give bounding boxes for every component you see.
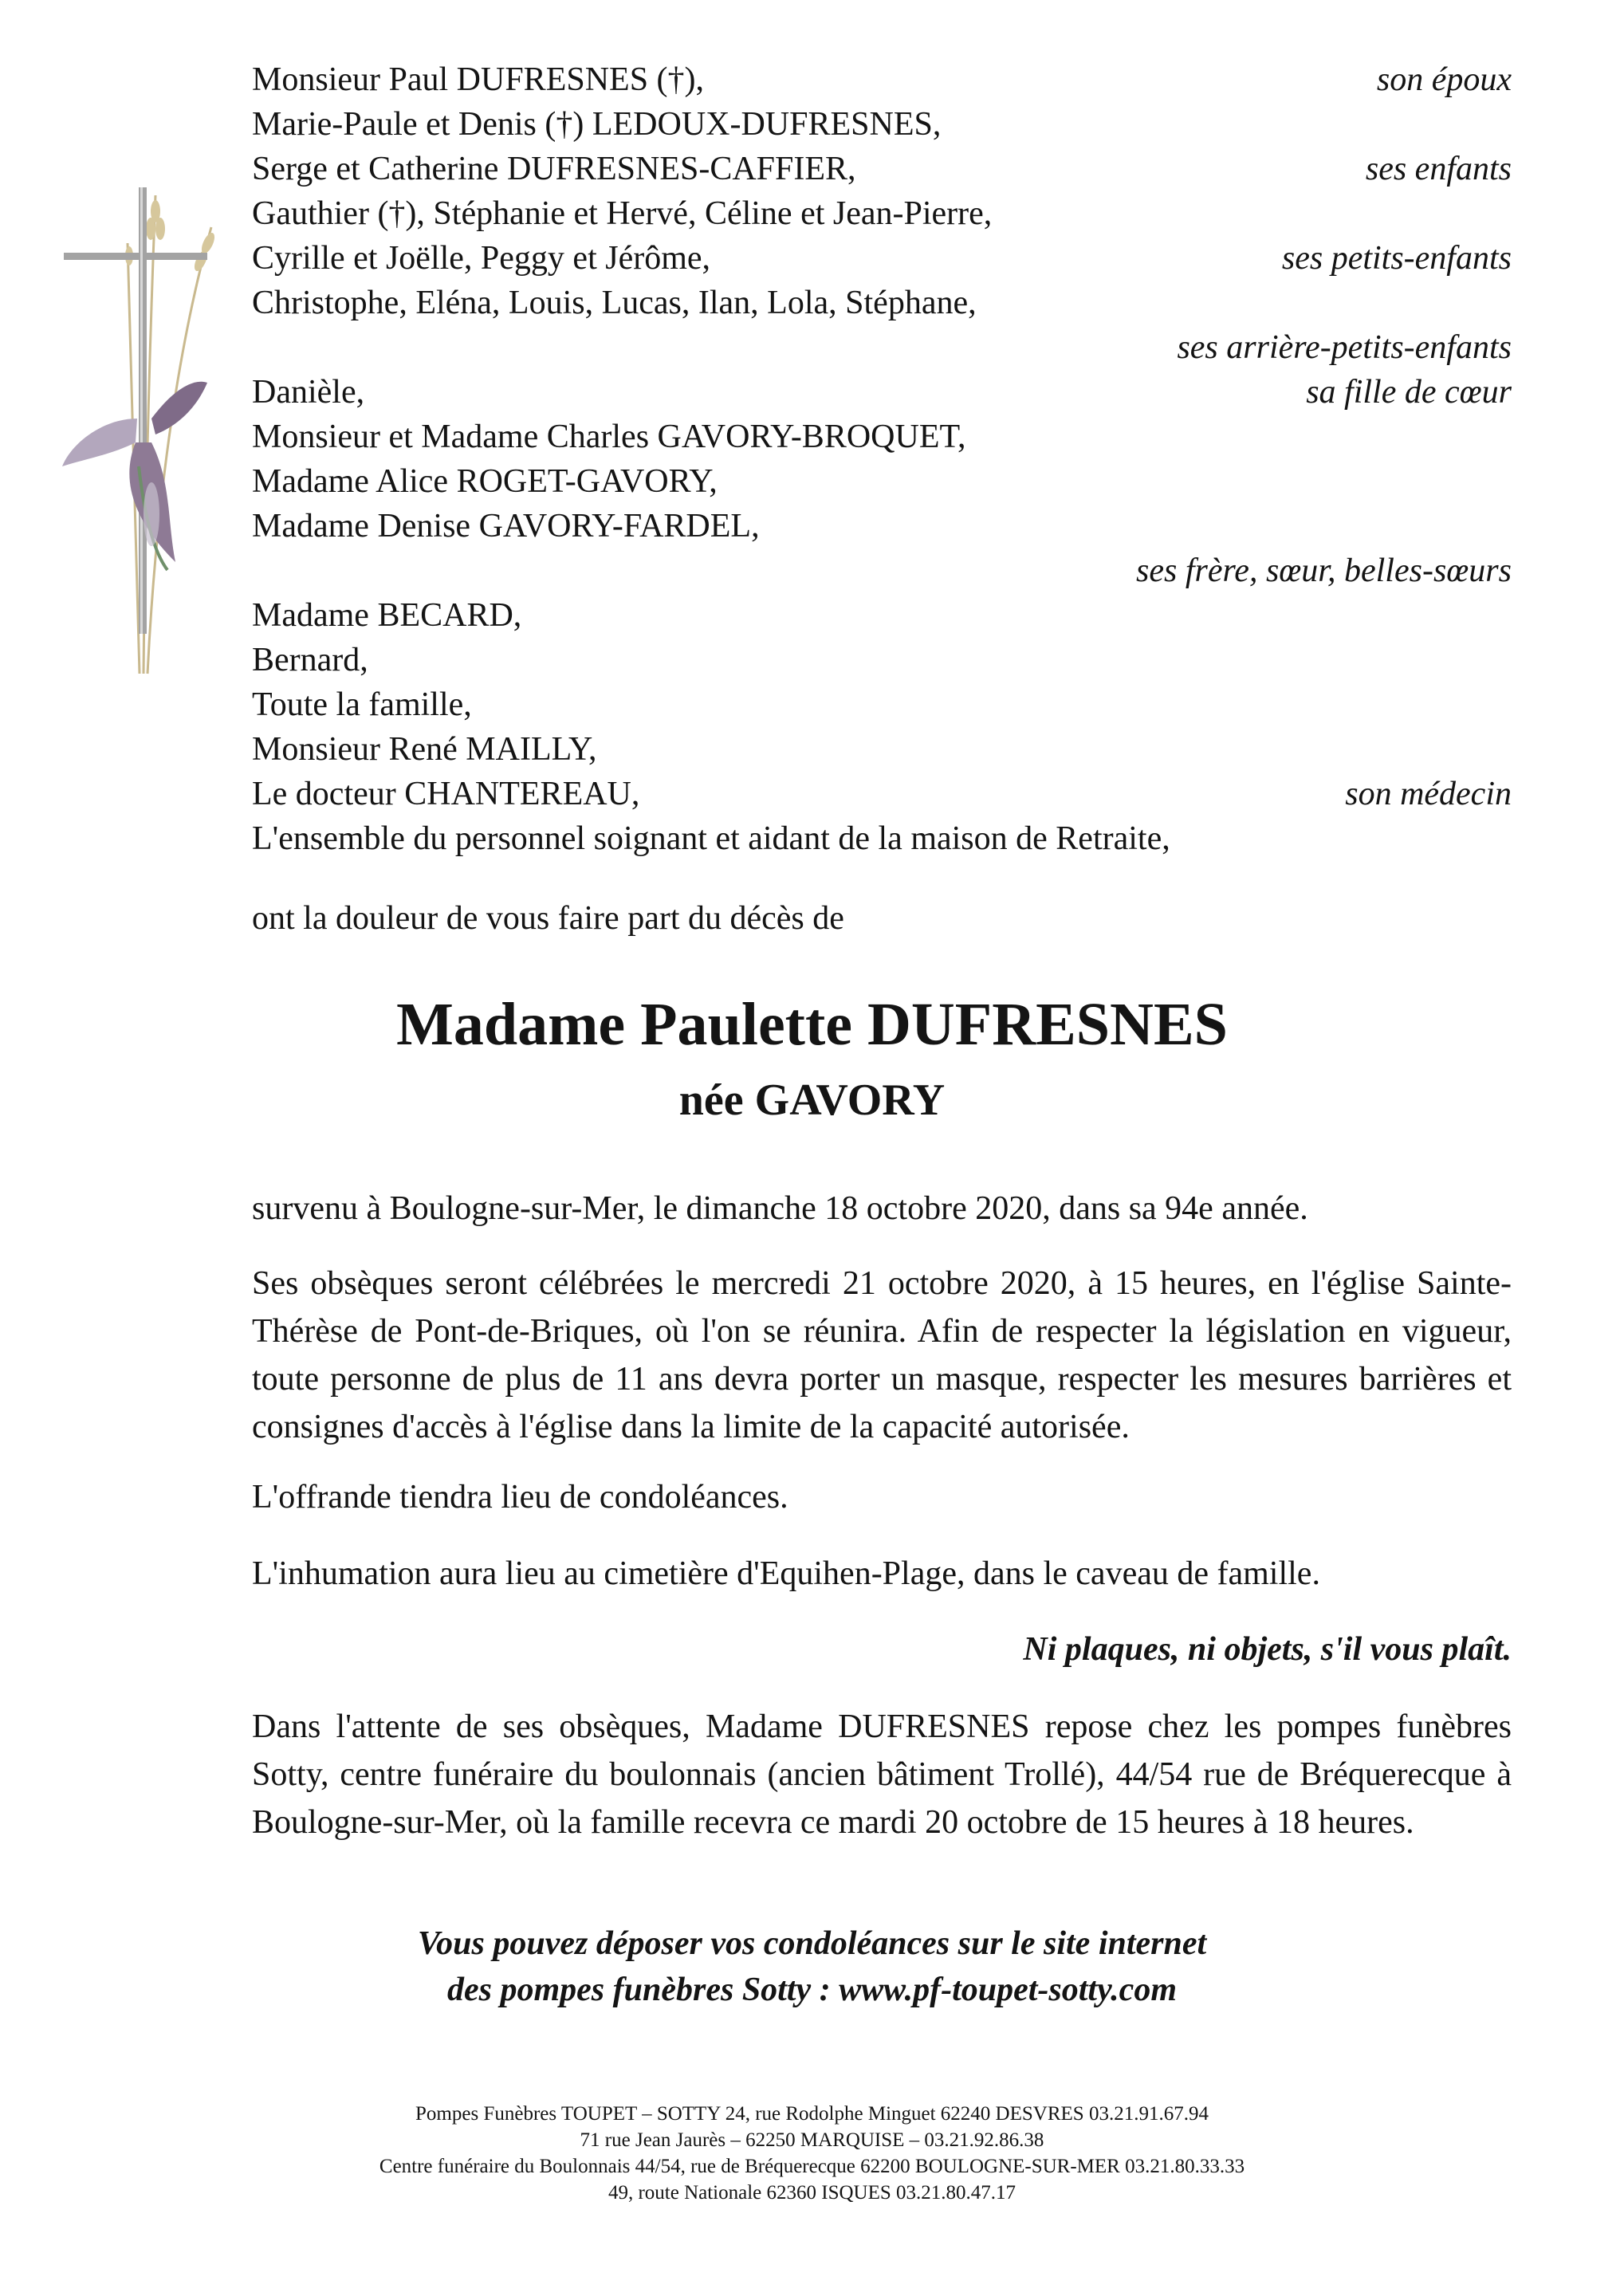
deceased-name: Madame Paulette DUFRESNES (396, 991, 1228, 1058)
cross-lily-illustration (56, 179, 231, 690)
announcement-row (252, 816, 1512, 861)
family-member-name: Danièle, (252, 374, 365, 411)
no-plaques-note: Ni plaques, ni objets, s'il vous plaît. (1023, 1631, 1512, 1668)
announcement-row (252, 57, 1512, 102)
family-relation: ses enfants (1365, 151, 1512, 187)
announcement-row (252, 459, 1512, 504)
family-relation: son médecin (1345, 776, 1512, 812)
family-member-name: Toute la famille, (252, 686, 472, 723)
family-relation: son époux (1376, 61, 1512, 98)
announcement-row (252, 682, 1512, 727)
wake-paragraph: Dans l'attente de ses obsèques, Madame DUFRESNES repose chez les pompes funèbres Sotty, centre funéraire du boulonnais (ancien bâtiment Trollé), 44/54 rue de Bréquerecque à Boulogne-sur-Mer, où la famille recevra ce mardi 20 octobre de 15 heures à 18 heures. (252, 1708, 1512, 1841)
family-member-name: Bernard, (252, 642, 368, 678)
footer-line: Pompes Funèbres TOUPET – SOTTY 24, rue Rodolphe Minguet 62240 DESVRES 03.21.91.67.94 (415, 2103, 1209, 2125)
family-relation: ses petits-enfants (1281, 240, 1512, 277)
announcement-row (252, 772, 1512, 816)
announcement-row (252, 548, 1512, 593)
announcement-row (252, 593, 1512, 638)
announcement-row (252, 325, 1512, 370)
footer-line: 49, route Nationale 62360 ISQUES 03.21.80.47.17 (608, 2182, 1016, 2204)
family-relation: ses arrière-petits-enfants (1177, 329, 1512, 366)
family-member-name: Gauthier (†), Stéphanie et Hervé, Céline et Jean-Pierre, (252, 195, 993, 232)
family-member-name: Cyrille et Joëlle, Peggy et Jérôme, (252, 240, 711, 277)
announcement-intro: ont la douleur de vous faire part du décès de (252, 900, 844, 937)
funeral-paragraph: Ses obsèques seront célébrées le mercredi 21 octobre 2020, à 15 heures, en l'église Sainte-Thérèse de Pont-de-Briques, où l'on se réunira. Afin de respecter la législation en vigueur, toute personne de plus de 11 ans devra porter un masque, respecter les mesures barrières et consignes d'accès à l'église dans la limite de la capacité autorisée. (252, 1265, 1512, 1445)
family-announcement (252, 57, 1512, 861)
family-member-name: Monsieur René MAILLY, (252, 731, 597, 768)
family-member-name: Serge et Catherine DUFRESNES-CAFFIER, (252, 151, 856, 187)
maiden-name: née GAVORY (678, 1075, 946, 1125)
announcement-row (252, 236, 1512, 281)
announcement-row (252, 281, 1512, 325)
family-member-name: Madame Alice ROGET-GAVORY, (252, 463, 718, 500)
family-member-name: Madame BECARD, (252, 597, 522, 634)
family-member-name: Monsieur et Madame Charles GAVORY-BROQUET, (252, 419, 966, 455)
footer-line: 71 rue Jean Jaurès – 62250 MARQUISE – 03.21.92.86.38 (580, 2129, 1044, 2151)
announcement-row (252, 147, 1512, 191)
burial-paragraph: L'inhumation aura lieu au cimetière d'Equihen-Plage, dans le caveau de famille. (252, 1555, 1320, 1592)
announcement-row (252, 504, 1512, 548)
funeral-home-footer (0, 2101, 1624, 2206)
family-member-name: Le docteur CHANTEREAU, (252, 776, 640, 812)
condolences-line-1: Vous pouvez déposer vos condoléances sur le site internet (417, 1925, 1207, 1962)
family-member-name: Marie-Paule et Denis (†) LEDOUX-DUFRESNES, (252, 106, 942, 143)
family-relation: ses frère, sœur, belles-sœurs (1136, 552, 1512, 589)
announcement-row (252, 191, 1512, 236)
announcement-row (252, 102, 1512, 147)
family-member-name: Christophe, Eléna, Louis, Lucas, Ilan, Lola, Stéphane, (252, 285, 977, 321)
announcement-row (252, 638, 1512, 682)
cross-with-calla-lily-and-wheat-icon (56, 179, 231, 690)
family-member-name: L'ensemble du personnel soignant et aidant de la maison de Retraite, (252, 820, 1170, 857)
footer-line: Centre funéraire du Boulonnais 44/54, rue de Bréquerecque 62200 BOULOGNE-SUR-MER 03.21.80.33.33 (379, 2156, 1245, 2177)
family-relation: sa fille de cœur (1306, 374, 1512, 411)
condolences-line-2: des pompes funèbres Sotty : www.pf-toupet-sotty.com (447, 1972, 1177, 2008)
announcement-row (252, 370, 1512, 415)
announcement-row (252, 727, 1512, 772)
announcement-row (252, 415, 1512, 459)
death-paragraph: survenu à Boulogne-sur-Mer, le dimanche 18 octobre 2020, dans sa 94e année. (252, 1190, 1308, 1227)
family-member-name: Madame Denise GAVORY-FARDEL, (252, 508, 760, 545)
family-member-name: Monsieur Paul DUFRESNES (†), (252, 61, 705, 98)
offering-paragraph: L'offrande tiendra lieu de condoléances. (252, 1479, 788, 1516)
